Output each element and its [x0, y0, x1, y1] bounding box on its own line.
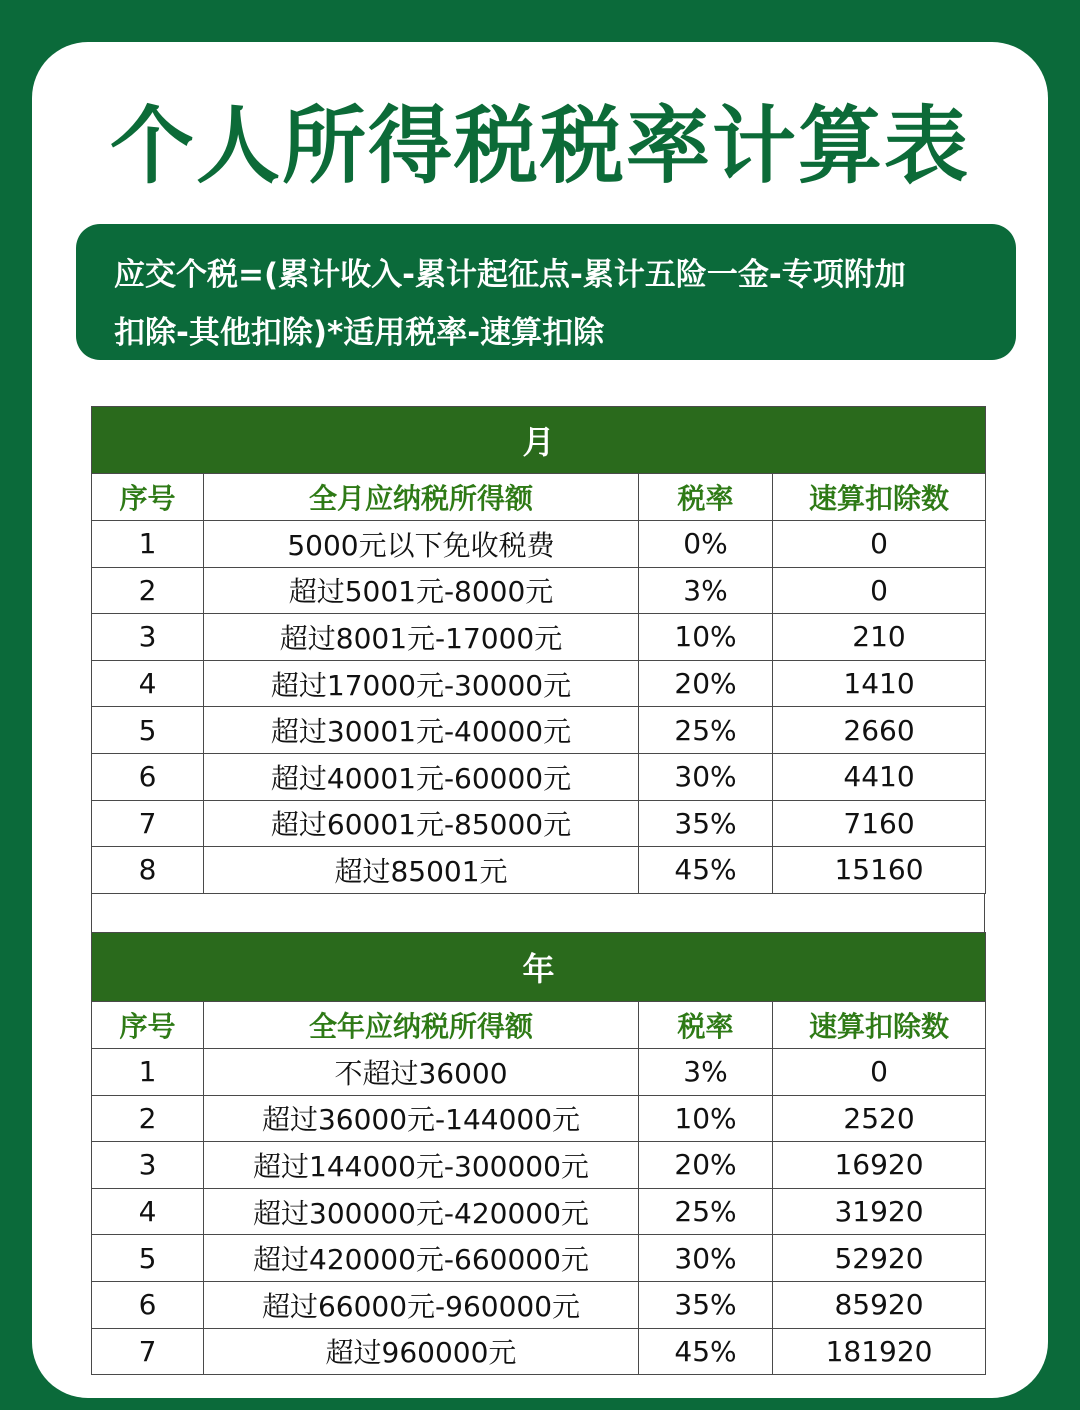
table-row — [92, 660, 986, 707]
quick-deduction-cell: 210 — [773, 614, 986, 661]
quick-deduction-cell: 0 — [773, 1049, 986, 1096]
quick-deduction-cell: 0 — [773, 567, 986, 614]
table-separator — [91, 893, 985, 933]
table-row — [92, 1328, 986, 1375]
tax-rate-cell: 45% — [639, 1328, 773, 1375]
income-range-cell: 超过36000元-144000元 — [204, 1095, 639, 1142]
row-index-cell: 6 — [92, 753, 204, 800]
table-row — [92, 847, 986, 894]
quick-deduction-cell: 2520 — [773, 1095, 986, 1142]
formula-box — [76, 224, 1016, 360]
column-header-deduction: 速算扣除数 — [773, 474, 986, 521]
tax-rate-cell: 30% — [639, 1235, 773, 1282]
tax-rate-cell: 10% — [639, 1095, 773, 1142]
income-range-cell: 不超过36000 — [204, 1049, 639, 1096]
tax-rate-cell: 35% — [639, 1281, 773, 1328]
yearly-section-header: 年 — [92, 933, 986, 1002]
formula-line-1: 应交个税=(累计收入-累计起征点-累计五险一金-专项附加 — [114, 257, 906, 293]
row-index-cell: 3 — [92, 1142, 204, 1189]
income-range-cell: 超过17000元-30000元 — [204, 660, 639, 707]
row-index-cell: 7 — [92, 800, 204, 847]
row-index-cell: 2 — [92, 567, 204, 614]
quick-deduction-cell: 52920 — [773, 1235, 986, 1282]
tax-rate-cell: 25% — [639, 707, 773, 754]
column-header-rate: 税率 — [639, 1002, 773, 1049]
column-header-deduction: 速算扣除数 — [773, 1002, 986, 1049]
row-index-cell: 1 — [92, 1049, 204, 1096]
formula-line-2: 扣除-其他扣除)*适用税率-速算扣除 — [114, 315, 605, 351]
monthly-section-header: 月 — [92, 407, 986, 474]
row-index-cell: 7 — [92, 1328, 204, 1375]
yearly-table-body — [92, 1049, 986, 1375]
table-row — [92, 800, 986, 847]
row-index-cell: 6 — [92, 1281, 204, 1328]
income-range-cell: 超过30001元-40000元 — [204, 707, 639, 754]
quick-deduction-cell: 16920 — [773, 1142, 986, 1189]
column-header-income: 全月应纳税所得额 — [204, 474, 639, 521]
table-row — [92, 1235, 986, 1282]
tax-rate-cell: 20% — [639, 1142, 773, 1189]
quick-deduction-cell: 85920 — [773, 1281, 986, 1328]
income-range-cell: 超过960000元 — [204, 1328, 639, 1375]
income-range-cell: 超过40001元-60000元 — [204, 753, 639, 800]
row-index-cell: 2 — [92, 1095, 204, 1142]
table-row — [92, 1281, 986, 1328]
row-index-cell: 5 — [92, 1235, 204, 1282]
income-range-cell: 超过66000元-960000元 — [204, 1281, 639, 1328]
column-header-income: 全年应纳税所得额 — [204, 1002, 639, 1049]
quick-deduction-cell: 31920 — [773, 1188, 986, 1235]
quick-deduction-cell: 7160 — [773, 800, 986, 847]
income-range-cell: 超过300000元-420000元 — [204, 1188, 639, 1235]
income-range-cell: 超过420000元-660000元 — [204, 1235, 639, 1282]
row-index-cell: 8 — [92, 847, 204, 894]
table-row — [92, 1142, 986, 1189]
tax-rate-cell: 3% — [639, 1049, 773, 1096]
monthly-table-body — [92, 521, 986, 894]
row-index-cell: 5 — [92, 707, 204, 754]
row-index-cell: 1 — [92, 521, 204, 568]
table-row — [92, 614, 986, 661]
table-row — [92, 1049, 986, 1096]
quick-deduction-cell: 15160 — [773, 847, 986, 894]
quick-deduction-cell: 4410 — [773, 753, 986, 800]
table-row — [92, 1095, 986, 1142]
tax-rate-cell: 30% — [639, 753, 773, 800]
row-index-cell: 4 — [92, 660, 204, 707]
tax-rate-cell: 0% — [639, 521, 773, 568]
table-row — [92, 1188, 986, 1235]
quick-deduction-cell: 0 — [773, 521, 986, 568]
column-header-index: 序号 — [92, 1002, 204, 1049]
row-index-cell: 3 — [92, 614, 204, 661]
quick-deduction-cell: 2660 — [773, 707, 986, 754]
column-header-index: 序号 — [92, 474, 204, 521]
quick-deduction-cell: 1410 — [773, 660, 986, 707]
column-header-rate: 税率 — [639, 474, 773, 521]
quick-deduction-cell: 181920 — [773, 1328, 986, 1375]
table-row — [92, 567, 986, 614]
tax-rate-cell: 45% — [639, 847, 773, 894]
income-range-cell: 超过85001元 — [204, 847, 639, 894]
income-range-cell: 超过5001元-8000元 — [204, 567, 639, 614]
table-row — [92, 521, 986, 568]
tax-rate-cell: 35% — [639, 800, 773, 847]
income-range-cell: 5000元以下免收税费 — [204, 521, 639, 568]
tax-rate-cell: 25% — [639, 1188, 773, 1235]
row-index-cell: 4 — [92, 1188, 204, 1235]
monthly-tax-table — [91, 406, 986, 894]
income-range-cell: 超过8001元-17000元 — [204, 614, 639, 661]
yearly-tax-table — [91, 932, 986, 1375]
table-row — [92, 753, 986, 800]
income-range-cell: 超过60001元-85000元 — [204, 800, 639, 847]
tax-rate-cell: 20% — [639, 660, 773, 707]
tax-rate-cell: 10% — [639, 614, 773, 661]
page-title: 个人所得税税率计算表 — [109, 97, 970, 195]
table-row — [92, 707, 986, 754]
income-range-cell: 超过144000元-300000元 — [204, 1142, 639, 1189]
tax-rate-cell: 3% — [639, 567, 773, 614]
